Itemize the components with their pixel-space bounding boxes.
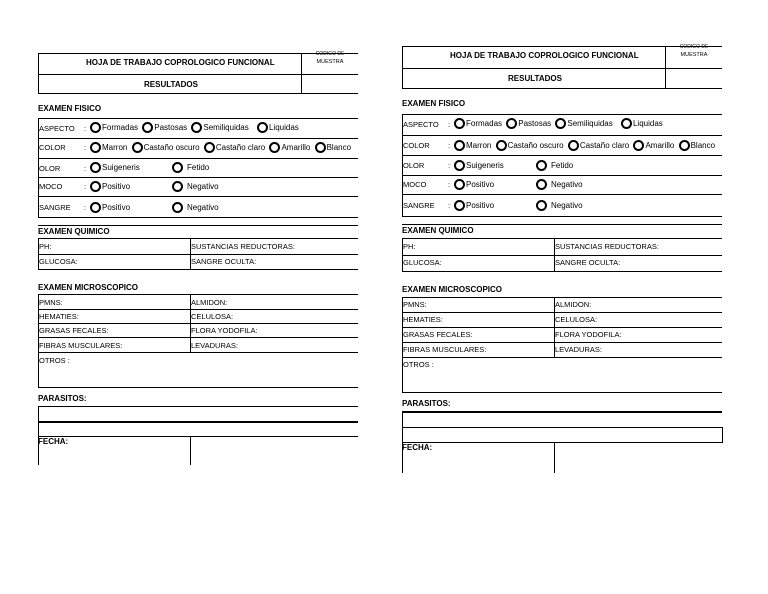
- aspect-options: [454, 118, 665, 131]
- radio-circle-icon: [536, 200, 547, 211]
- cellulose-field[interactable]: CELULOSA:: [555, 315, 598, 324]
- mucus-colon: :: [84, 182, 87, 191]
- option-label: Semiliquidas: [567, 119, 613, 128]
- radio-circle-icon: [454, 179, 465, 190]
- starch-field[interactable]: ALMIDON:: [555, 300, 592, 309]
- red-cells-field[interactable]: HEMATIES:: [39, 312, 79, 321]
- option-label: Positivo: [466, 180, 495, 189]
- reducing-substances-field[interactable]: SUSTANCIAS REDUCTORAS:: [555, 242, 659, 251]
- parasites-field[interactable]: [403, 413, 721, 427]
- muscle-fibers-field[interactable]: FIBRAS MUSCULARES:: [403, 345, 487, 354]
- worksheet-title: HOJA DE TRABAJO COPROLOGICO FUNCIONAL: [86, 58, 275, 67]
- option-label: Amarillo: [281, 143, 311, 152]
- option-mucus-negative[interactable]: [536, 179, 585, 192]
- radio-circle-icon: [454, 118, 465, 129]
- aspect-label: ASPECTO: [403, 120, 439, 129]
- odor-label: OLOR: [403, 161, 425, 170]
- option-label: Blanco: [690, 141, 716, 150]
- option-label: Amarillo: [645, 141, 675, 150]
- option-castano-oscuro[interactable]: [496, 140, 564, 151]
- radio-circle-icon: [621, 118, 632, 129]
- option-label: Suigeneris: [466, 161, 504, 170]
- radio-circle-icon: [536, 160, 547, 171]
- fecal-fats-field[interactable]: GRASAS FECALES:: [39, 326, 109, 335]
- sample-code-label-top: CODIGO DE: [679, 44, 709, 49]
- worksheet-title: HOJA DE TRABAJO COPROLOGICO FUNCIONAL: [450, 51, 639, 60]
- radio-circle-icon: [454, 160, 465, 171]
- option-mucus-positive[interactable]: [454, 179, 496, 192]
- option-suigeneris[interactable]: [454, 160, 506, 173]
- option-castano-claro[interactable]: [568, 140, 629, 151]
- option-label: Formadas: [466, 119, 503, 128]
- mucus-colon: :: [448, 180, 451, 189]
- results-heading: RESULTADOS: [508, 74, 562, 83]
- odor-label: OLOR: [39, 164, 61, 173]
- radio-circle-icon: [496, 140, 507, 151]
- results-heading: RESULTADOS: [144, 80, 198, 89]
- sample-code-label-bottom: MUESTRA: [680, 52, 708, 58]
- physical-exam-heading: EXAMEN FISICO: [402, 99, 466, 108]
- option-label: Liquidas: [268, 123, 299, 132]
- color-colon: :: [84, 143, 87, 152]
- reducing-substances-field[interactable]: SUSTANCIAS REDUCTORAS:: [191, 242, 295, 251]
- radio-circle-icon: [454, 200, 465, 211]
- others-field[interactable]: OTROS :: [39, 356, 70, 365]
- option-blood-negative[interactable]: [536, 200, 585, 213]
- mucus-label: MOCO: [403, 180, 427, 189]
- option-formadas[interactable]: [454, 118, 502, 129]
- option-label: Castaño claro: [215, 143, 266, 152]
- occult-blood-field[interactable]: SANGRE OCULTA:: [191, 257, 257, 266]
- fecal-fats-field[interactable]: GRASAS FECALES:: [403, 330, 473, 339]
- color-colon: :: [448, 141, 451, 150]
- option-label: Positivo: [466, 201, 495, 210]
- radio-circle-icon: [633, 140, 644, 151]
- option-label: Suigeneris: [102, 163, 140, 172]
- odor-colon: :: [84, 164, 87, 173]
- option-label: Negativo: [551, 201, 583, 210]
- starch-field[interactable]: ALMIDON:: [191, 298, 228, 307]
- blood-colon: :: [84, 203, 87, 212]
- muscle-fibers-field[interactable]: FIBRAS MUSCULARES:: [39, 341, 123, 350]
- yeasts-field[interactable]: LEVADURAS:: [191, 341, 238, 350]
- option-marron[interactable]: [454, 140, 491, 151]
- chemical-exam-heading: EXAMEN QUIMICO: [38, 227, 110, 236]
- blood-label: SANGRE: [403, 201, 435, 210]
- mucus-label: MOCO: [39, 182, 63, 191]
- color-label: COLOR: [39, 143, 66, 152]
- radio-circle-icon: [679, 140, 690, 151]
- microscopic-exam-heading: EXAMEN MICROSCOPICO: [38, 283, 139, 292]
- sample-code-label-top: CODIGO DE: [315, 51, 345, 56]
- date-field[interactable]: FECHA:: [402, 443, 433, 452]
- odor-colon: :: [448, 161, 451, 170]
- radio-circle-icon: [568, 140, 579, 151]
- yeasts-field[interactable]: LEVADURAS:: [555, 345, 602, 354]
- blood-label: SANGRE: [39, 203, 71, 212]
- option-label: Marron: [102, 143, 128, 152]
- radio-circle-icon: [555, 118, 566, 129]
- sample-code-label-bottom: MUESTRA: [316, 59, 344, 65]
- option-label: Fetido: [551, 161, 574, 170]
- option-label: Pastosas: [518, 119, 552, 128]
- parasites-heading: PARASITOS:: [402, 399, 451, 408]
- option-pastosas[interactable]: [506, 118, 551, 129]
- option-label: Negativo: [187, 203, 219, 212]
- chemical-exam-heading: EXAMEN QUIMICO: [402, 226, 474, 235]
- option-label: Liquidas: [632, 119, 663, 128]
- parasites-heading: PARASITOS:: [38, 394, 87, 403]
- option-label: Blanco: [326, 143, 352, 152]
- option-fetido[interactable]: [536, 160, 575, 173]
- blood-colon: :: [448, 201, 451, 210]
- aspect-label: ASPECTO: [39, 124, 75, 133]
- option-blanco[interactable]: [679, 140, 715, 151]
- option-label: Positivo: [102, 182, 131, 191]
- microscopic-exam-heading: EXAMEN MICROSCOPICO: [402, 285, 503, 294]
- radio-circle-icon: [454, 140, 465, 151]
- option-label: Castaño claro: [579, 141, 630, 150]
- option-label: Castaño oscuro: [507, 141, 564, 150]
- ph-field[interactable]: PH:: [403, 242, 416, 251]
- option-label: Pastosas: [154, 123, 188, 132]
- option-label: Marron: [466, 141, 492, 150]
- option-semiliquidas[interactable]: [555, 118, 612, 129]
- glucose-field[interactable]: GLUCOSA:: [39, 257, 78, 266]
- others-field[interactable]: OTROS :: [403, 360, 434, 369]
- option-blood-positive[interactable]: [454, 200, 496, 213]
- option-label: Formadas: [102, 123, 139, 132]
- option-liquidas[interactable]: [621, 118, 663, 129]
- color-options: [454, 140, 722, 153]
- option-label: Negativo: [551, 180, 583, 189]
- color-label: COLOR: [403, 141, 430, 150]
- glucose-field[interactable]: GLUCOSA:: [403, 258, 442, 267]
- sample-code-label: [668, 44, 720, 58]
- radio-circle-icon: [536, 179, 547, 190]
- pmns-field[interactable]: PMNS:: [39, 298, 63, 307]
- radio-circle-icon: [506, 118, 517, 129]
- iodophilic-flora-field[interactable]: FLORA YODOFILA:: [555, 330, 622, 339]
- ph-field[interactable]: PH:: [39, 242, 52, 251]
- aspect-colon: :: [448, 120, 451, 129]
- option-label: Castaño oscuro: [143, 143, 200, 152]
- option-label: Positivo: [102, 203, 131, 212]
- cellulose-field[interactable]: CELULOSA:: [191, 312, 234, 321]
- option-label: Fetido: [187, 163, 210, 172]
- date-field[interactable]: FECHA:: [38, 437, 69, 446]
- red-cells-field[interactable]: HEMATIES:: [403, 315, 443, 324]
- physical-exam-heading: EXAMEN FISICO: [38, 104, 102, 113]
- option-amarillo[interactable]: [633, 140, 674, 151]
- pmns-field[interactable]: PMNS:: [403, 300, 427, 309]
- option-label: Semiliquidas: [203, 123, 249, 132]
- aspect-colon: :: [84, 124, 87, 133]
- occult-blood-field[interactable]: SANGRE OCULTA:: [555, 258, 621, 267]
- option-label: Negativo: [187, 182, 219, 191]
- iodophilic-flora-field[interactable]: FLORA YODOFILA:: [191, 326, 258, 335]
